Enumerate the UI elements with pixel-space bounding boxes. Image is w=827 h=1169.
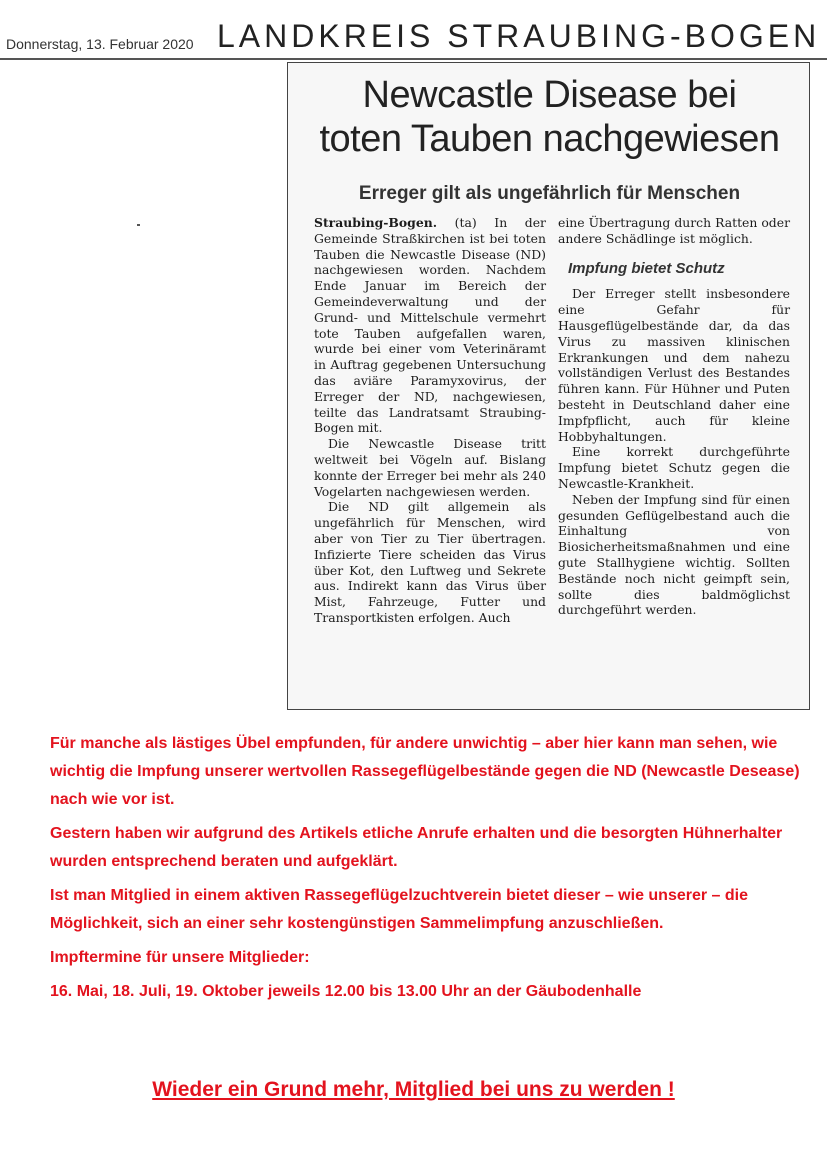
vaccination-dates: 16. Mai, 18. Juli, 19. Oktober jeweils 12.00 bis 13.00 Uhr an der Gäubodenhalle — [50, 983, 642, 1000]
section-title: LANDKREIS STRAUBING-BOGEN — [217, 18, 821, 54]
article-paragraph-text: (ta) In der Gemeinde Straßkirchen ist bei toten Tauben die Newcastle Disease (ND) nachgewiesen worden. Nachdem Ende Januar im Bereich der Gemeindeverwaltung und der Grund- und Mittelschule vermehrt tote Tauben aufgefallen waren, wurde bei einer vom Veterinäramt in Auftrag gegebenen Untersuchung das aviäre Paramyxovirus, der Erreger der ND, nachgewiesen, teilte das Landratsamt Straubing-Bogen mit. — [314, 215, 546, 436]
article-dateline: Straubing-Bogen. — [314, 215, 438, 230]
note-paragraph: Ist man Mitglied in einem aktiven Rassegeflügelzuchtverein bietet dieser – wie unserer – die Möglichkeit, sich an einer sehr kostengünstigen Sammelimpfung anzuschließen. — [50, 887, 749, 932]
header-divider — [0, 58, 827, 60]
vaccination-heading: Impftermine für unsere Mitglieder: — [50, 949, 310, 966]
scan-speck — [137, 224, 140, 226]
membership-call-to-action: Wieder ein Grund mehr, Mitglied bei uns zu werden ! — [152, 1078, 675, 1101]
article-paragraph: Eine korrekt durchgeführte Impfung bietet Schutz gegen die Newcastle-Krankheit. — [558, 444, 790, 491]
article-column-left — [314, 215, 546, 626]
article-paragraph — [314, 215, 546, 436]
article-headline — [288, 73, 811, 161]
issue-date: Donnerstag, 13. Februar 2020 — [6, 36, 194, 52]
article-subheadline: Erreger gilt als ungefährlich für Menschen — [358, 183, 741, 204]
article-column-right — [558, 215, 790, 618]
article-subhead: Impfung bietet Schutz — [568, 259, 725, 277]
article-paragraph: eine Übertragung durch Ratten oder andere Schädlinge ist möglich. — [558, 215, 790, 246]
article-paragraph: Neben der Impfung sind für einen gesunden Geflügelbestand auch die Einhaltung von Biosicherheitsmaßnahmen und eine gute Stallhygiene wichtig. Sollten Bestände noch nicht geimpft sein, sollte dies baldmöglichst durchgeführt werden. — [558, 491, 790, 618]
article-paragraph: Der Erreger stellt insbesondere eine Gefahr für Hausgeflügelbestände dar, da das Virus zu massiven klinischen Erkrankungen und dem nahezu vollständigen Verlust des Bestandes führen kann. Für Hühner und Puten besteht in Deutschland daher eine Impfpflicht, auch für kleine Hobbyhaltungen. — [558, 286, 790, 444]
note-paragraph: Für manche als lästiges Übel empfunden, für andere unwichtig – aber hier kann man sehen, wie wichtig die Impfung unserer wertvollen Rassegeflügelbestände gegen die ND (Newcastle Desease) nach wie vor ist. — [50, 735, 800, 808]
newspaper-clipping — [287, 62, 810, 710]
club-notes — [50, 730, 810, 1012]
headline-line-2: toten Tauben nachgewiesen — [319, 118, 780, 160]
headline-line-1: Newcastle Disease bei — [362, 74, 737, 116]
newspaper-header — [0, 0, 827, 64]
note-paragraph: Gestern haben wir aufgrund des Artikels etliche Anrufe erhalten und die besorgten Hühnerhalter wurden entsprechend beraten und aufgeklärt. — [50, 825, 783, 870]
article-paragraph: Die Newcastle Disease tritt weltweit bei Vögeln auf. Bislang konnte der Erreger bei mehr als 240 Vogelarten nachgewiesen werden. — [314, 436, 546, 499]
article-paragraph: Die ND gilt allgemein als ungefährlich für Menschen, wird aber von Tier zu Tier übertragen. Infizierte Tiere scheiden das Virus über Kot, den Luftweg und Sekrete aus. Indirekt kann das Virus über Mist, Fahrzeuge, Futter und Transportkisten erfolgen. Auch — [314, 499, 546, 625]
